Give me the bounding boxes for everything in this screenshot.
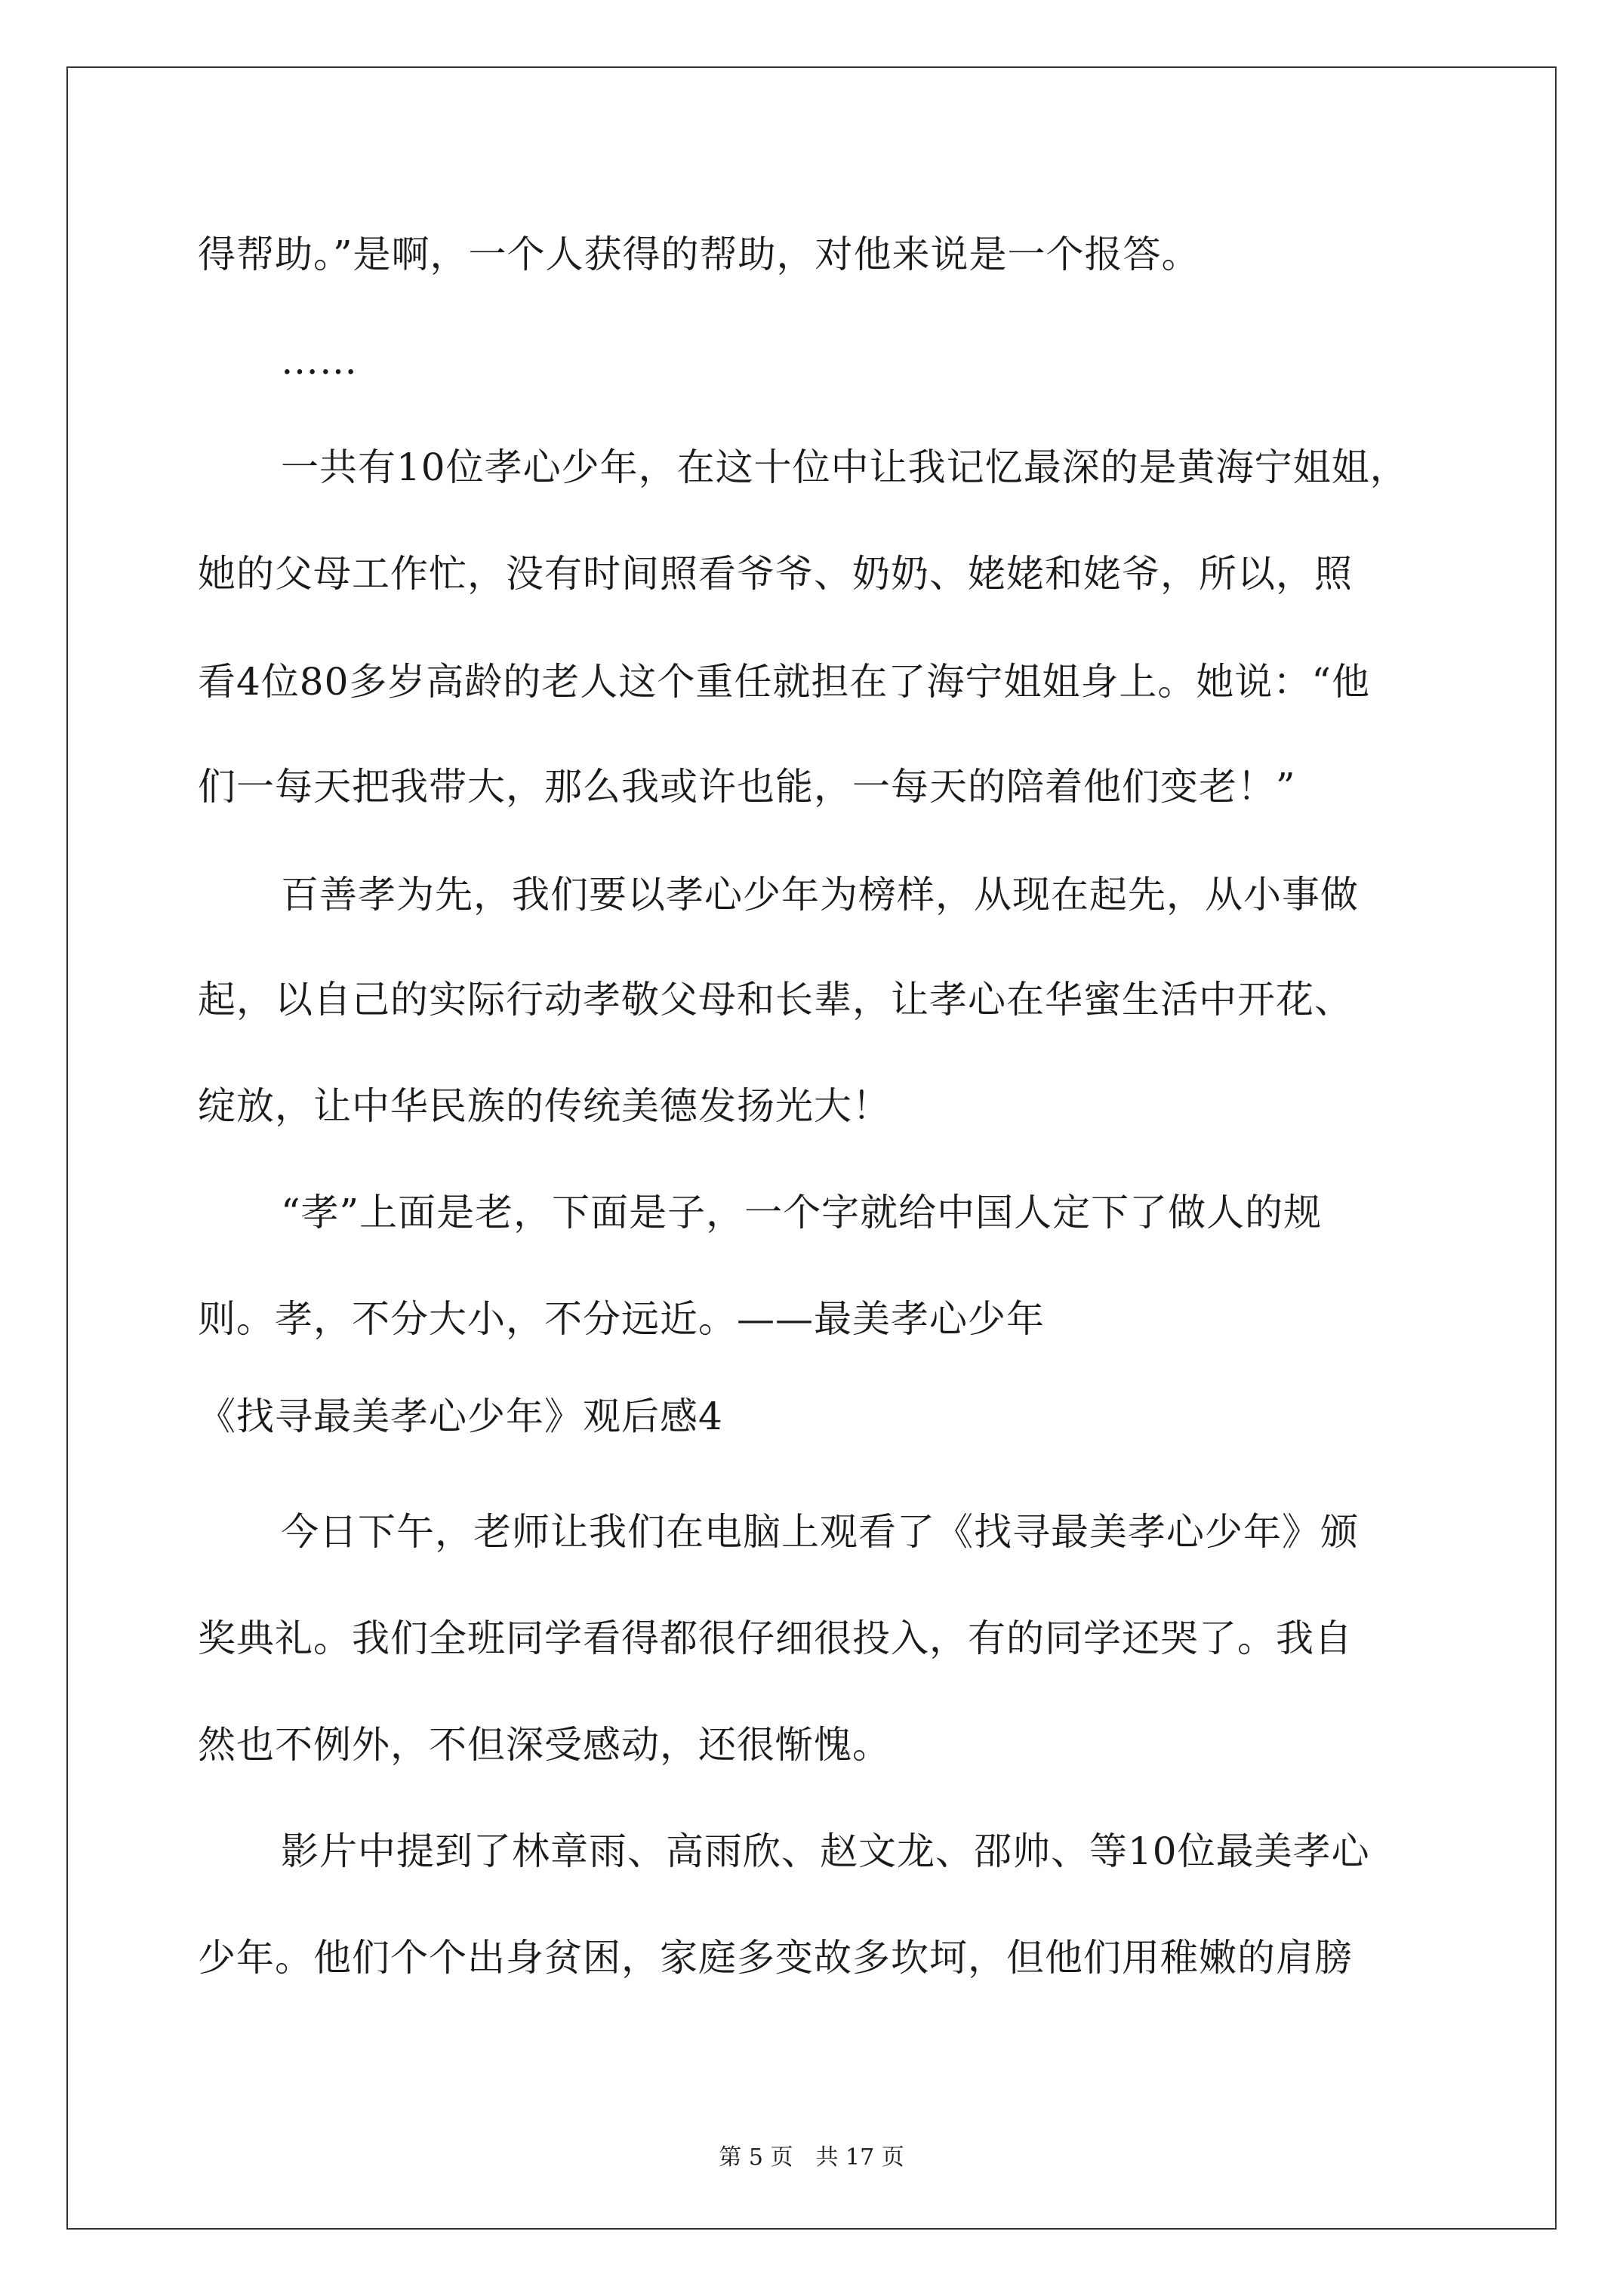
text-line: 少年。他们个个出身贫困，家庭多变故多坎坷，但他们用稚嫩的肩膀 [198,1936,1353,1980]
text-line: 影片中提到了林章雨、高雨欣、赵文龙、邵帅、等10位最美孝心 [281,1829,1370,1873]
text-line: 一共有10位孝心少年，在这十位中让我记忆最深的是黄海宁姐姐， [281,445,1409,489]
text-line: 看4位80多岁高龄的老人这个重任就担在了海宁姐姐身上。她说：“他 [198,660,1370,704]
text-line: 百善孝为先，我们要以孝心少年为榜样，从现在起先，从小事做 [281,873,1359,917]
text-line: 她的父母工作忙，没有时间照看爷爷、奶奶、姥姥和姥爷，所以，照 [198,552,1353,596]
text-line: 绽放，让中华民族的传统美德发扬光大！ [198,1084,891,1128]
text-line: 起，以自己的实际行动孝敬父母和长辈，让孝心在华蜜生活中开花、 [198,978,1353,1022]
text-line: 然也不例外，不但深受感动，还很惭愧。 [198,1723,891,1767]
text-line: 奖典礼。我们全班同学看得都很仔细很投入，有的同学还哭了。我自 [198,1616,1353,1660]
text-line: 则。孝，不分大小，不分远近。——最美孝心少年 [198,1297,1045,1341]
text-line: 得帮助。”是啊，一个人获得的帮助，对他来说是一个报答。 [198,233,1200,276]
text-line: 们一每天把我带大，那么我或许也能，一每天的陪着他们变老！” [198,765,1296,809]
text-line: 今日下午，老师让我们在电脑上观看了《找寻最美孝心少年》颁 [281,1510,1359,1554]
page-border [66,66,1557,2230]
text-line: “孝”上面是老，下面是子，一个字就给中国人定下了做人的规 [281,1191,1323,1234]
page-number: 第 5 页 共 17 页 [719,2144,904,2171]
ellipsis-line: …… [281,339,358,383]
section-heading: 《找寻最美孝心少年》观后感4 [198,1395,723,1438]
